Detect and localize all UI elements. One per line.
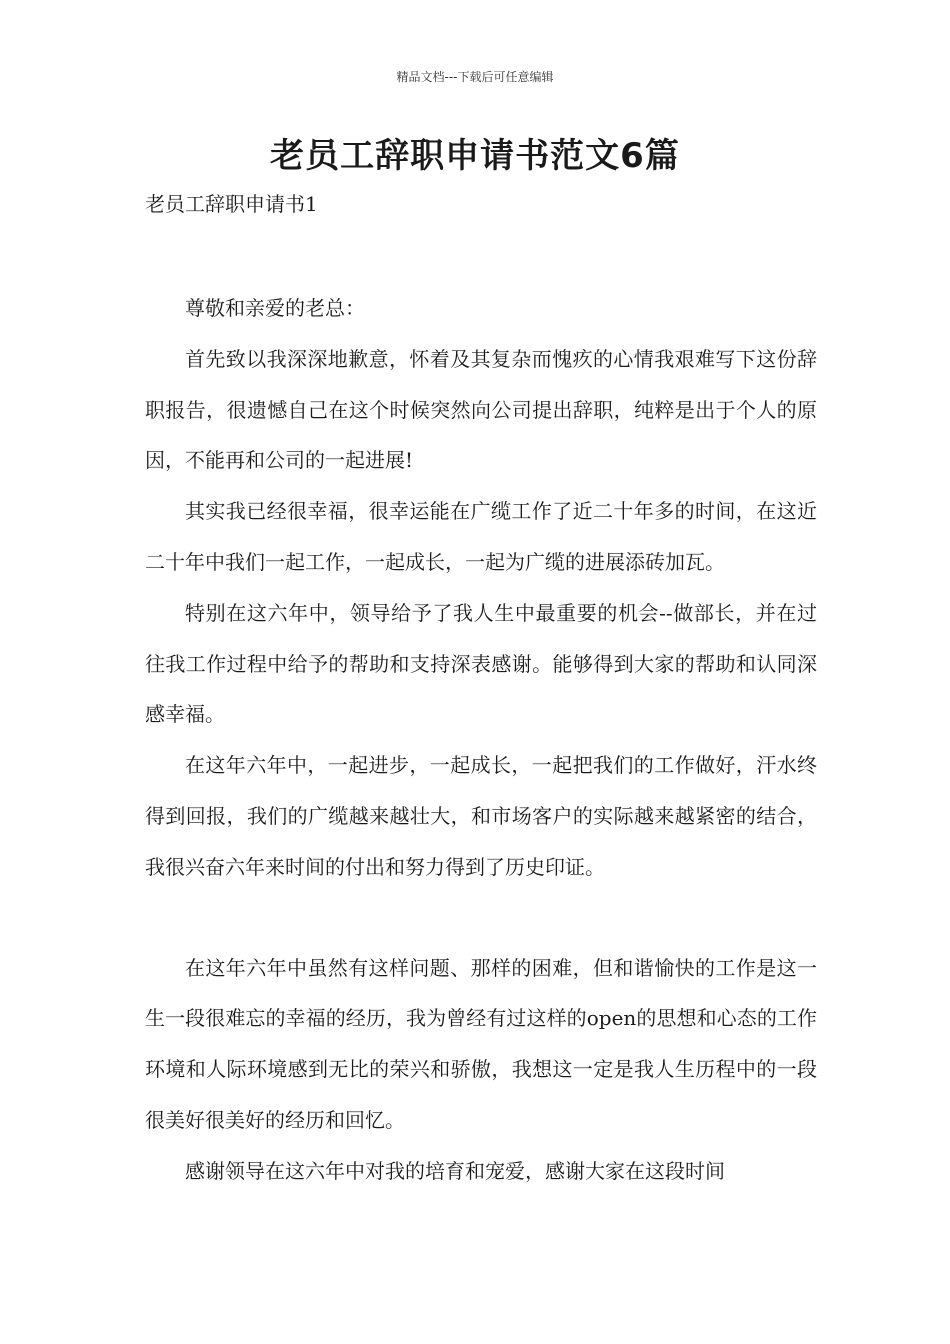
body-paragraph: 在这年六年中，一起进步，一起成长，一起把我们的工作做好，汗水终得到回报，我们的广缆越来越壮大，和市场客户的实际越来越紧密的结合，我很兴奋六年来时间的付出和努力得到了历史印证。	[145, 753, 817, 879]
body-paragraph: 感谢领导在这六年中对我的培育和宠爱，感谢大家在这段时间	[185, 1158, 725, 1183]
header-note: 精品文档---下载后可任意编辑	[396, 70, 554, 84]
document-title: 老员工辞职申请书范文6篇	[270, 136, 680, 176]
document-body	[145, 283, 817, 1197]
body-paragraph: 在这年六年中虽然有这样问题、那样的困难，但和谐愉快的工作是这一生一段很难忘的幸福的经历，我为曾经有过这样的open的思想和心态的工作环境和人际环境感到无比的荣兴和骄傲，我想这一定是我人生历程中的一段很美好很美好的经历和回忆。	[145, 955, 817, 1132]
body-paragraph: 其实我已经很幸福，很幸运能在广缆工作了近二十年多的时间，在这近二十年中我们一起工作，一起成长，一起为广缆的进展添砖加瓦。	[145, 499, 817, 574]
body-paragraph: 首先致以我深深地歉意，怀着及其复杂而愧疚的心情我艰难写下这份辞职报告，很遗憾自己在这个时候突然向公司提出辞职，纯粹是出于个人的原因，不能再和公司的一起进展!	[145, 346, 817, 473]
paragraph-gap	[145, 893, 817, 943]
body-paragraph: 特别在这六年中，领导给予了我人生中最重要的机会--做部长，并在过往我工作过程中给予的帮助和支持深表感谢。能够得到大家的帮助和认同深感幸福。	[145, 600, 817, 727]
document-subtitle: 老员工辞职申请书1	[145, 192, 318, 216]
greeting-paragraph: 尊敬和亲爱的老总：	[185, 296, 365, 320]
